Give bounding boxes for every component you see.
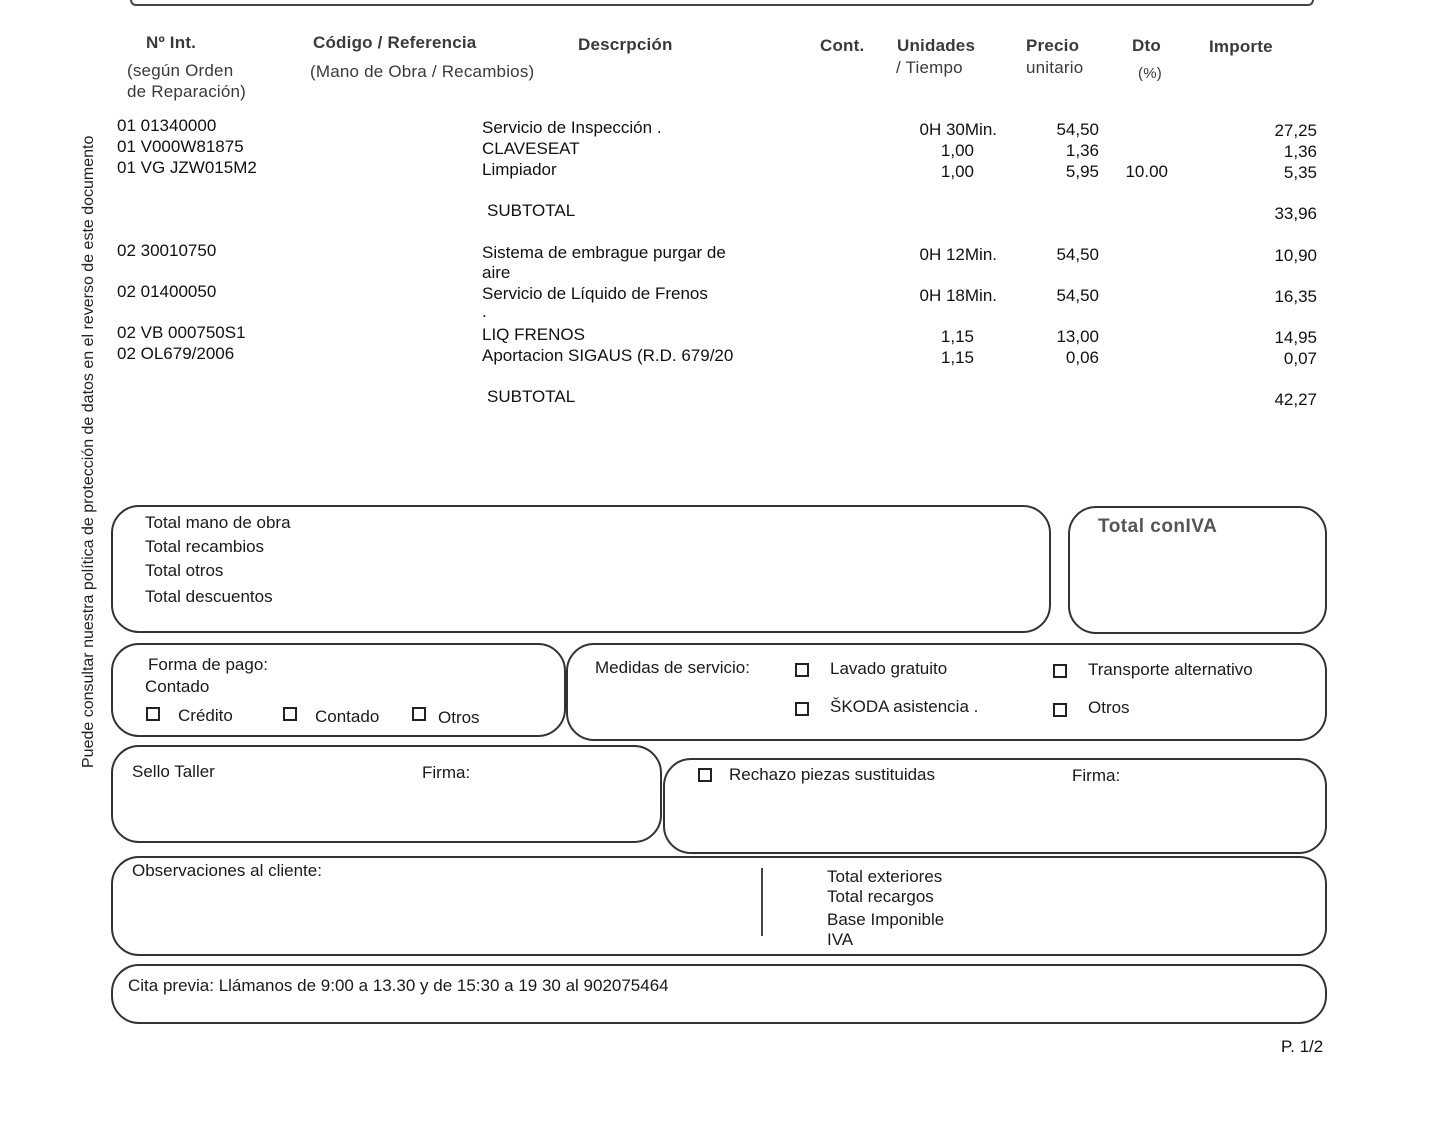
col-importe: Importe xyxy=(1209,37,1273,56)
transporte-checkbox[interactable] xyxy=(1053,664,1067,678)
service-box xyxy=(566,643,1327,741)
col-precio-sub: unitario xyxy=(1026,58,1084,77)
contado-label: Contado xyxy=(315,707,380,726)
total-iva-label: Total conIVA xyxy=(1098,516,1218,537)
col-precio: Precio xyxy=(1026,36,1080,55)
row-price: 5,95 xyxy=(1065,162,1099,181)
col-codigo-sub: (Mano de Obra / Recambios) xyxy=(310,62,535,81)
transporte-label: Transporte alternativo xyxy=(1088,660,1253,679)
row-desc: Sistema de embrague purgar de xyxy=(482,243,726,262)
col-unidades-sub: / Tiempo xyxy=(896,58,963,77)
total-recambios-label: Total recambios xyxy=(145,537,265,556)
col-codigo: Código / Referencia xyxy=(313,33,477,52)
row-desc-cont: aire xyxy=(482,263,511,282)
observaciones-box xyxy=(111,856,1327,956)
row-price: 54,50 xyxy=(1056,245,1099,264)
rechazo-label: Rechazo piezas sustituidas xyxy=(729,765,936,784)
row-code: 02 VB 000750S1 xyxy=(117,323,246,342)
row-units: 0H 30Min. xyxy=(919,120,997,139)
credito-label: Crédito xyxy=(178,706,233,725)
subtotal-amount: 33,96 xyxy=(1274,204,1317,223)
total-recargos-label: Total recargos xyxy=(827,887,934,906)
otros-service-label: Otros xyxy=(1088,698,1130,717)
skoda-checkbox[interactable] xyxy=(795,702,809,716)
col-descripcion: Descrpción xyxy=(578,35,673,54)
total-iva-box xyxy=(1068,506,1327,634)
row-units: 0H 18Min. xyxy=(919,286,997,305)
row-desc: Servicio de Líquido de Frenos xyxy=(482,284,708,303)
credito-checkbox[interactable] xyxy=(146,707,160,721)
row-units: 1,00 xyxy=(940,162,974,181)
base-imponible-label: Base Imponible xyxy=(827,910,945,929)
col-cont: Cont. xyxy=(820,36,865,55)
col-dto-sub: (%) xyxy=(1138,65,1162,82)
row-units: 1,00 xyxy=(940,141,974,160)
sello-firma: Firma: xyxy=(422,763,471,782)
row-units: 1,15 xyxy=(940,348,974,367)
rechazo-box xyxy=(663,758,1327,854)
top-frame-edge xyxy=(130,0,1314,6)
sello-title: Sello Taller xyxy=(132,762,215,781)
service-title: Medidas de servicio: xyxy=(595,658,750,677)
row-code: 01 VG JZW015M2 xyxy=(117,158,257,177)
total-mano-obra-label: Total mano de obra xyxy=(145,513,291,532)
row-units: 0H 12Min. xyxy=(919,245,997,264)
observaciones-title: Observaciones al cliente: xyxy=(132,861,322,880)
iva-label: IVA xyxy=(827,930,854,949)
col-dto: Dto xyxy=(1132,36,1161,55)
row-price: 1,36 xyxy=(1065,141,1099,160)
row-desc: Aportacion SIGAUS (R.D. 679/20 xyxy=(482,346,734,365)
col-n-int-sub1: (según Orden xyxy=(127,61,234,80)
totals-box xyxy=(111,505,1051,633)
sello-box xyxy=(111,745,662,843)
col-unidades: Unidades xyxy=(897,36,976,55)
payment-title: Forma de pago: xyxy=(148,655,269,674)
subtotal-label: SUBTOTAL xyxy=(487,201,576,220)
row-code: 01 V000W81875 xyxy=(117,137,244,156)
row-amount: 1,36 xyxy=(1283,142,1317,161)
total-descuentos-label: Total descuentos xyxy=(145,587,273,606)
row-desc: LIQ FRENOS xyxy=(482,325,585,344)
row-amount: 14,95 xyxy=(1274,328,1317,347)
row-amount: 10,90 xyxy=(1274,246,1317,265)
row-price: 54,50 xyxy=(1056,286,1099,305)
row-amount: 5,35 xyxy=(1283,163,1317,182)
observaciones-divider xyxy=(761,868,763,936)
rechazo-checkbox[interactable] xyxy=(698,768,712,782)
row-code: 02 01400050 xyxy=(117,282,217,301)
row-code: 02 30010750 xyxy=(117,241,217,260)
page-number: P. 1/2 xyxy=(1281,1037,1324,1056)
total-exteriores-label: Total exteriores xyxy=(827,867,943,886)
contado-checkbox[interactable] xyxy=(283,707,297,721)
row-price: 0,06 xyxy=(1065,348,1099,367)
col-n-int: Nº Int. xyxy=(146,33,197,52)
total-otros-label: Total otros xyxy=(145,561,224,580)
otros-service-checkbox[interactable] xyxy=(1053,703,1067,717)
row-amount: 0,07 xyxy=(1283,349,1317,368)
otros-payment-label: Otros xyxy=(438,708,480,727)
col-n-int-sub2: de Reparación) xyxy=(127,82,247,101)
row-desc: Servicio de Inspección . xyxy=(482,118,662,137)
row-units: 1,15 xyxy=(940,327,974,346)
rechazo-firma: Firma: xyxy=(1072,766,1121,785)
skoda-label: ŠKODA asistencia . xyxy=(830,697,979,716)
cita-text: Cita previa: Llámanos de 9:00 a 13.30 y de 15:30 a 19 30 al 902075464 xyxy=(128,976,669,995)
row-desc: CLAVESEAT xyxy=(482,139,580,158)
cita-box xyxy=(111,964,1327,1024)
lavado-label: Lavado gratuito xyxy=(830,659,948,678)
otros-payment-checkbox[interactable] xyxy=(412,707,426,721)
lavado-checkbox[interactable] xyxy=(795,663,809,677)
row-price: 54,50 xyxy=(1056,120,1099,139)
payment-box xyxy=(111,643,566,737)
row-code: 02 OL679/2006 xyxy=(117,344,235,363)
row-desc: Limpiador xyxy=(482,160,557,179)
subtotal-amount: 42,27 xyxy=(1274,390,1317,409)
row-price: 13,00 xyxy=(1056,327,1099,346)
subtotal-label: SUBTOTAL xyxy=(487,387,576,406)
data-protection-note: Puede consultar nuestra política de protección de datos en el reverso de este documento xyxy=(80,135,97,768)
row-dto: 10.00 xyxy=(1125,162,1168,181)
row-desc-cont: . xyxy=(482,302,487,321)
row-amount: 16,35 xyxy=(1274,287,1317,306)
row-amount: 27,25 xyxy=(1274,121,1317,140)
row-code: 01 01340000 xyxy=(117,116,217,135)
payment-value: Contado xyxy=(145,677,210,696)
